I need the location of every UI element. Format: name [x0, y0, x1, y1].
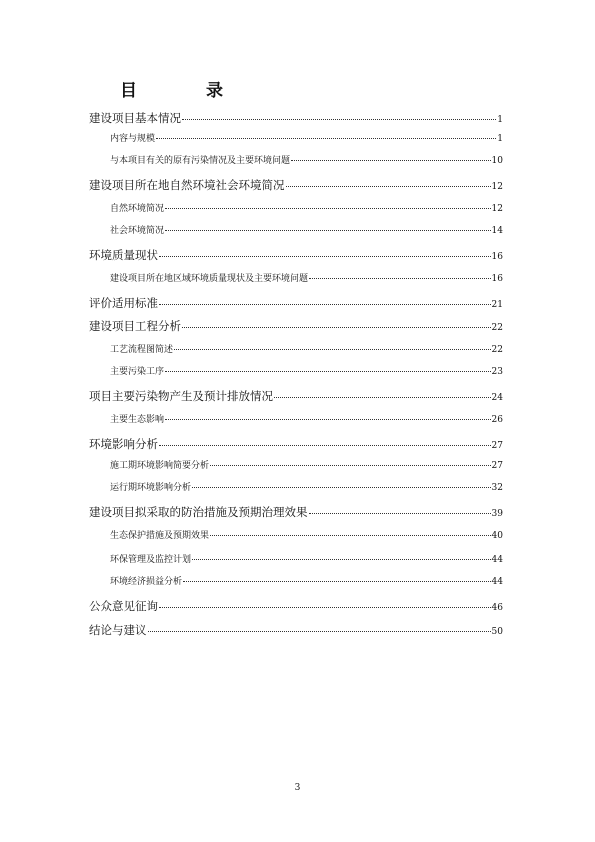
toc-entry-label: 环保管理及监控计划 [110, 555, 192, 565]
toc-dot-leader [165, 207, 491, 209]
toc-entry[interactable] [110, 131, 503, 144]
toc-entry-page: 46 [491, 603, 503, 613]
toc-entry-page: 40 [491, 531, 503, 541]
toc-entry-page: 16 [491, 274, 503, 284]
toc-entry-page: 14 [491, 226, 503, 236]
toc-entry[interactable] [110, 223, 503, 236]
toc-entry-page: 1 [497, 134, 503, 144]
toc-dot-leader [165, 370, 491, 372]
toc-entry-label: 建设项目所在地自然环境社会环境简况 [89, 178, 285, 192]
toc-entry-label: 建设项目拟采取的防治措施及预期治理效果 [89, 505, 308, 519]
toc-entry-label: 项目主要污染物产生及预计排放情况 [89, 389, 273, 403]
toc-entry-label: 工艺流程图简述 [110, 345, 174, 355]
toc-entry-label: 生态保护措施及预期效果 [110, 531, 210, 541]
toc-entry[interactable] [89, 247, 503, 263]
toc-dot-leader [274, 396, 491, 398]
toc-entry[interactable] [110, 480, 503, 493]
toc-entry-page: 22 [491, 323, 503, 333]
toc-dot-leader [174, 348, 491, 350]
toc-entry[interactable] [110, 342, 503, 355]
toc-entry-label: 与本项目有关的原有污染情况及主要环境问题 [110, 156, 291, 166]
toc-title: 目 录 [120, 81, 249, 101]
toc-dot-leader [309, 277, 491, 279]
toc-entry-page: 1 [497, 115, 503, 125]
toc-entry[interactable] [89, 598, 503, 614]
toc-entry-page: 32 [491, 483, 503, 493]
toc-entry[interactable] [110, 574, 503, 587]
toc-entry-label: 社会环境简况 [110, 226, 165, 236]
toc-entry-label: 环境影响分析 [89, 437, 158, 451]
toc-dot-leader [165, 418, 491, 420]
toc-entry-page: 50 [491, 627, 503, 637]
toc-dot-leader [210, 534, 491, 536]
toc-dot-leader [182, 326, 491, 328]
toc-dot-leader [159, 444, 491, 446]
toc-entry-page: 26 [491, 415, 503, 425]
toc-entry-page: 12 [491, 182, 503, 192]
toc-entry[interactable] [89, 110, 503, 126]
toc-entry[interactable] [89, 295, 503, 311]
toc-dot-leader [309, 512, 491, 514]
toc-entry[interactable] [89, 436, 503, 452]
toc-entry-page: 39 [491, 509, 503, 519]
toc-entry-label: 建设项目所在地区域环境质量现状及主要环境问题 [110, 274, 309, 284]
toc-entry-label: 环境经济损益分析 [110, 577, 183, 587]
toc-entry-label: 自然环境简况 [110, 204, 165, 214]
toc-entry-label: 主要污染工序 [110, 367, 165, 377]
toc-entry-page: 10 [491, 156, 503, 166]
toc-entry-label: 评价适用标准 [89, 296, 158, 310]
toc-entry[interactable] [110, 528, 503, 541]
toc-dot-leader [183, 580, 491, 582]
toc-dot-leader [286, 185, 491, 187]
toc-entry[interactable] [110, 412, 503, 425]
toc-entry-page: 22 [491, 345, 503, 355]
toc-entry-page: 44 [491, 577, 503, 587]
toc-entry-label: 环境质量现状 [89, 248, 158, 262]
toc-dot-leader [159, 255, 491, 257]
toc-entry-page: 27 [491, 461, 503, 471]
toc-entry[interactable] [89, 622, 503, 638]
toc-entry-page: 16 [491, 252, 503, 262]
toc-entry-label: 建设项目工程分析 [89, 319, 181, 333]
toc-dot-leader [159, 606, 491, 608]
toc-entry[interactable] [110, 201, 503, 214]
page-number: 3 [294, 783, 301, 793]
toc-entry-page: 12 [491, 204, 503, 214]
toc-entry[interactable] [89, 177, 503, 193]
toc-entry[interactable] [110, 271, 503, 284]
toc-dot-leader [148, 630, 491, 632]
toc-entry-label: 施工期环境影响简要分析 [110, 461, 210, 471]
toc-entry-label: 结论与建议 [89, 623, 147, 637]
toc-entry-label: 建设项目基本情况 [89, 111, 181, 125]
toc-entry[interactable] [110, 364, 503, 377]
toc-entry-label: 运行期环境影响分析 [110, 483, 192, 493]
toc-entry-page: 23 [491, 367, 503, 377]
toc-entry-page: 21 [491, 300, 503, 310]
toc-dot-leader [192, 558, 491, 560]
toc-entry[interactable] [89, 504, 503, 520]
toc-entry-label: 公众意见征询 [89, 599, 158, 613]
toc-entry[interactable] [110, 552, 503, 565]
toc-dot-leader [192, 486, 491, 488]
toc-dot-leader [182, 118, 496, 120]
toc-entry[interactable] [89, 388, 503, 404]
toc-entry-page: 24 [491, 393, 503, 403]
toc-dot-leader [165, 229, 491, 231]
toc-dot-leader [156, 137, 496, 139]
toc-entry[interactable] [110, 153, 503, 166]
toc-entry[interactable] [89, 318, 503, 334]
toc-entry-label: 主要生态影响 [110, 415, 165, 425]
toc-entry-label: 内容与规模 [110, 134, 156, 144]
toc-entry-page: 27 [491, 441, 503, 451]
toc-dot-leader [159, 303, 491, 305]
toc-dot-leader [210, 464, 491, 466]
toc-entry-page: 44 [491, 555, 503, 565]
toc-dot-leader [291, 159, 491, 161]
toc-entry[interactable] [110, 458, 503, 471]
